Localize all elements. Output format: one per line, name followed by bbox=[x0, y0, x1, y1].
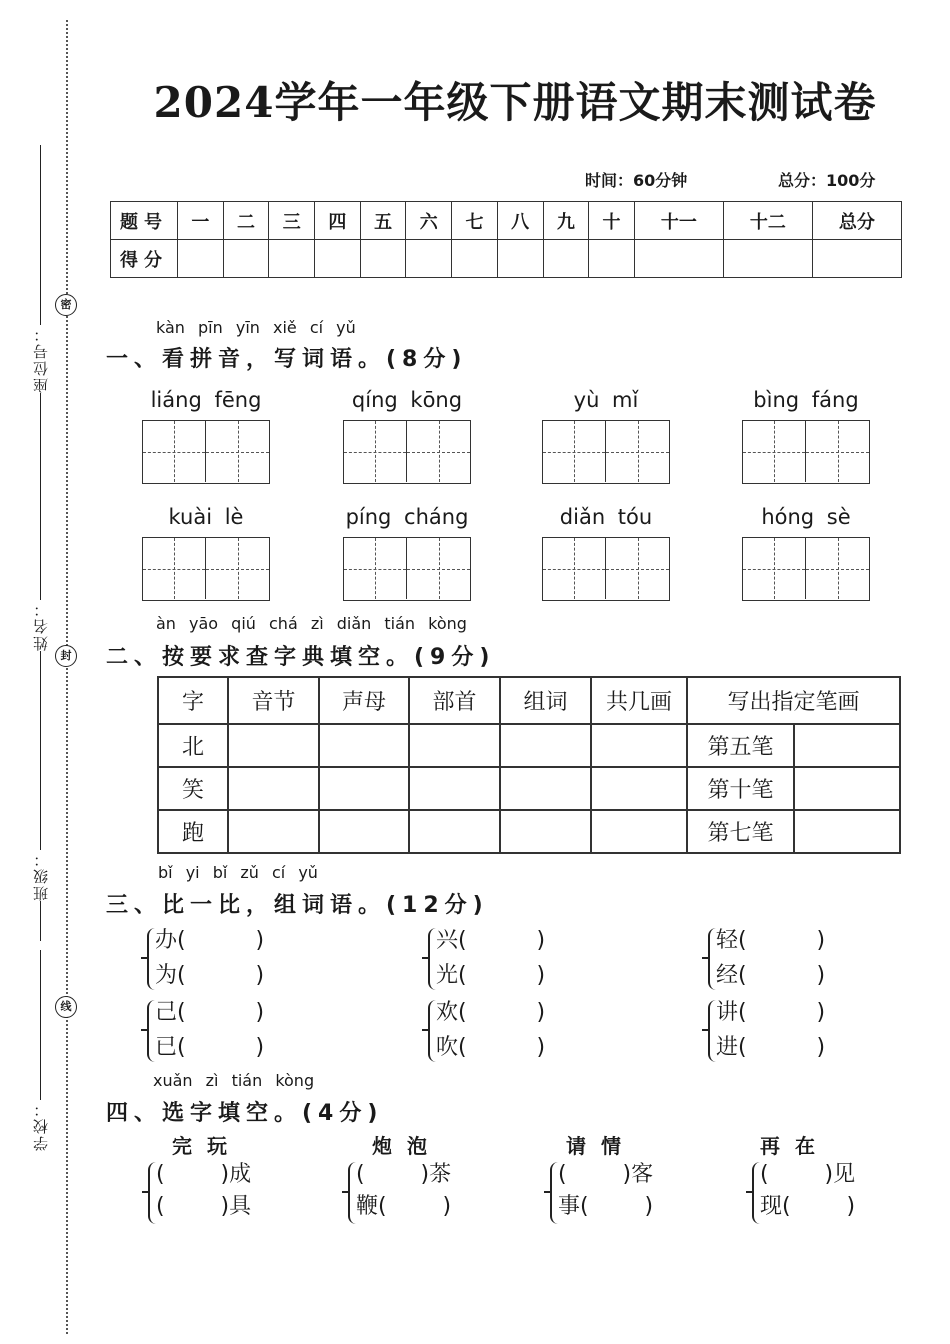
section3-title: 三、比一比，组词语。(12分) bbox=[106, 893, 489, 918]
answer-cell[interactable] bbox=[591, 724, 687, 767]
score-col: 三 bbox=[269, 202, 315, 240]
dict-header: 共几画 bbox=[591, 677, 687, 724]
answer-cell[interactable] bbox=[319, 810, 409, 853]
answer-cell[interactable] bbox=[228, 767, 319, 810]
dict-row bbox=[158, 810, 900, 853]
word-pinyin: qíng kōng bbox=[351, 388, 463, 412]
side-field-seat bbox=[30, 145, 50, 443]
compare-item: 已( ) bbox=[155, 1035, 265, 1060]
dict-char: 跑 bbox=[158, 810, 228, 853]
compare-item: 欢( ) bbox=[436, 1000, 546, 1025]
compare-item: 办( ) bbox=[155, 928, 265, 953]
tian-grid[interactable] bbox=[343, 537, 471, 601]
section4-pinyin: xuǎn zì tián kòng bbox=[153, 1071, 315, 1090]
compare-item: 讲( ) bbox=[716, 1000, 826, 1025]
dict-header-row bbox=[158, 677, 900, 724]
score-col: 四 bbox=[315, 202, 361, 240]
tian-grid[interactable] bbox=[742, 537, 870, 601]
score-col: 十一 bbox=[634, 202, 723, 240]
dict-header: 字 bbox=[158, 677, 228, 724]
answer-cell[interactable] bbox=[319, 724, 409, 767]
score-col: 二 bbox=[223, 202, 269, 240]
score-col: 一 bbox=[178, 202, 224, 240]
choose-item: ( )具 bbox=[156, 1194, 252, 1219]
word-item bbox=[142, 388, 270, 484]
tian-grid[interactable] bbox=[542, 537, 670, 601]
seat-label: 座位号： bbox=[31, 325, 50, 393]
score-cell[interactable] bbox=[360, 240, 406, 278]
score-table-header-row bbox=[111, 202, 902, 240]
dict-char: 笑 bbox=[158, 767, 228, 810]
choose-item: ( )成 bbox=[156, 1162, 252, 1187]
choose-item: ( )茶 bbox=[356, 1162, 452, 1187]
answer-cell[interactable] bbox=[500, 724, 591, 767]
score-col: 九 bbox=[543, 202, 589, 240]
dict-header: 组词 bbox=[500, 677, 591, 724]
score-cell[interactable] bbox=[178, 240, 224, 278]
dict-row bbox=[158, 724, 900, 767]
score-col: 五 bbox=[360, 202, 406, 240]
compare-item: 己( ) bbox=[155, 1000, 265, 1025]
answer-cell[interactable] bbox=[409, 724, 500, 767]
score-table bbox=[110, 201, 902, 278]
word-pinyin: liáng fēng bbox=[150, 388, 262, 412]
word-item bbox=[742, 505, 870, 601]
word-item bbox=[542, 505, 670, 601]
answer-cell[interactable] bbox=[228, 724, 319, 767]
choose-item: ( )客 bbox=[558, 1162, 654, 1187]
answer-cell[interactable] bbox=[500, 767, 591, 810]
score-table-row-head: 题号 bbox=[111, 202, 178, 240]
score-cell[interactable] bbox=[812, 240, 901, 278]
dict-char: 北 bbox=[158, 724, 228, 767]
binding-line bbox=[66, 20, 68, 1334]
answer-cell[interactable] bbox=[409, 810, 500, 853]
section2-title: 二、按要求查字典填空。(9分) bbox=[106, 645, 496, 670]
page-title: 2024学年一年级下册语文期末测试卷 bbox=[153, 78, 877, 127]
score-cell[interactable] bbox=[406, 240, 452, 278]
choose-item: 鞭( ) bbox=[356, 1194, 452, 1219]
stroke-label: 第五笔 bbox=[687, 724, 794, 767]
seal-feng: 封 bbox=[55, 645, 77, 667]
score-cell[interactable] bbox=[589, 240, 635, 278]
score-col: 十二 bbox=[723, 202, 812, 240]
score-cell[interactable] bbox=[452, 240, 498, 278]
score-col: 七 bbox=[452, 202, 498, 240]
word-pinyin: kuài lè bbox=[168, 505, 244, 529]
compare-item: 轻( ) bbox=[716, 928, 826, 953]
score-cell[interactable] bbox=[223, 240, 269, 278]
dict-header: 写出指定笔画 bbox=[687, 677, 900, 724]
word-item bbox=[343, 388, 471, 484]
word-pinyin: bìng fáng bbox=[753, 388, 859, 412]
answer-cell[interactable] bbox=[409, 767, 500, 810]
score-cell[interactable] bbox=[723, 240, 812, 278]
compare-item: 吹( ) bbox=[436, 1035, 546, 1060]
dict-row bbox=[158, 767, 900, 810]
choose-chars: 请 情 bbox=[566, 1134, 625, 1158]
compare-item: 为( ) bbox=[155, 963, 265, 988]
exam-time: 时间：60分钟 bbox=[585, 171, 688, 190]
tian-grid[interactable] bbox=[142, 420, 270, 484]
score-cell[interactable] bbox=[634, 240, 723, 278]
choose-item: ( )见 bbox=[760, 1162, 856, 1187]
choose-chars: 完 玩 bbox=[172, 1134, 231, 1158]
section4-title: 四、选字填空。(4分) bbox=[106, 1101, 384, 1126]
section1-title: 一、看拼音，写词语。(8分) bbox=[106, 347, 468, 372]
word-item bbox=[742, 388, 870, 484]
seal-mi: 密 bbox=[55, 294, 77, 316]
score-col: 六 bbox=[406, 202, 452, 240]
answer-cell[interactable] bbox=[228, 810, 319, 853]
answer-cell[interactable] bbox=[319, 767, 409, 810]
section3-pinyin: bǐ yi bǐ zǔ cí yǔ bbox=[158, 863, 318, 882]
seal-xian: 线 bbox=[55, 996, 77, 1018]
answer-cell[interactable] bbox=[794, 810, 900, 853]
stroke-label: 第七笔 bbox=[687, 810, 794, 853]
tian-grid[interactable] bbox=[742, 420, 870, 484]
tian-grid[interactable] bbox=[542, 420, 670, 484]
score-cell[interactable] bbox=[497, 240, 543, 278]
stroke-label: 第十笔 bbox=[687, 767, 794, 810]
dict-header: 部首 bbox=[409, 677, 500, 724]
compare-item: 兴( ) bbox=[436, 928, 546, 953]
exam-total-score: 总分：100分 bbox=[778, 171, 876, 190]
choose-item: 现( ) bbox=[760, 1194, 856, 1219]
side-field-name bbox=[30, 410, 50, 701]
score-col: 十 bbox=[589, 202, 635, 240]
answer-cell[interactable] bbox=[591, 767, 687, 810]
compare-item: 光( ) bbox=[436, 963, 546, 988]
score-cell[interactable] bbox=[543, 240, 589, 278]
answer-cell[interactable] bbox=[794, 767, 900, 810]
school-label: 学校： bbox=[31, 1100, 50, 1151]
dictionary-table bbox=[157, 676, 901, 854]
name-label: 姓名： bbox=[31, 600, 50, 651]
section1-pinyin: kàn pīn yīn xiě cí yǔ bbox=[156, 318, 356, 337]
side-field-school bbox=[30, 950, 50, 1151]
score-col: 八 bbox=[497, 202, 543, 240]
section2-pinyin: àn yāo qiú chá zì diǎn tián kòng bbox=[156, 614, 467, 633]
tian-grid[interactable] bbox=[343, 420, 471, 484]
answer-cell[interactable] bbox=[794, 724, 900, 767]
word-pinyin: píng cháng bbox=[345, 505, 469, 529]
choose-item: 事( ) bbox=[558, 1194, 654, 1219]
tian-grid[interactable] bbox=[142, 537, 270, 601]
side-field-class bbox=[30, 700, 50, 941]
word-item bbox=[343, 505, 471, 601]
word-pinyin: hóng sè bbox=[761, 505, 851, 529]
score-cell[interactable] bbox=[315, 240, 361, 278]
word-item bbox=[542, 388, 670, 484]
class-label: 班级： bbox=[31, 850, 50, 901]
compare-item: 经( ) bbox=[716, 963, 826, 988]
score-table-score-row bbox=[111, 240, 902, 278]
word-pinyin: yù mǐ bbox=[573, 388, 639, 412]
score-cell[interactable] bbox=[269, 240, 315, 278]
score-col: 总分 bbox=[812, 202, 901, 240]
choose-chars: 炮 泡 bbox=[372, 1134, 431, 1158]
dict-header: 音节 bbox=[228, 677, 319, 724]
dict-header: 声母 bbox=[319, 677, 409, 724]
answer-cell[interactable] bbox=[591, 810, 687, 853]
score-row-head: 得分 bbox=[111, 240, 178, 278]
word-item bbox=[142, 505, 270, 601]
choose-chars: 再 在 bbox=[760, 1134, 819, 1158]
word-pinyin: diǎn tóu bbox=[559, 505, 653, 529]
compare-item: 进( ) bbox=[716, 1035, 826, 1060]
answer-cell[interactable] bbox=[500, 810, 591, 853]
